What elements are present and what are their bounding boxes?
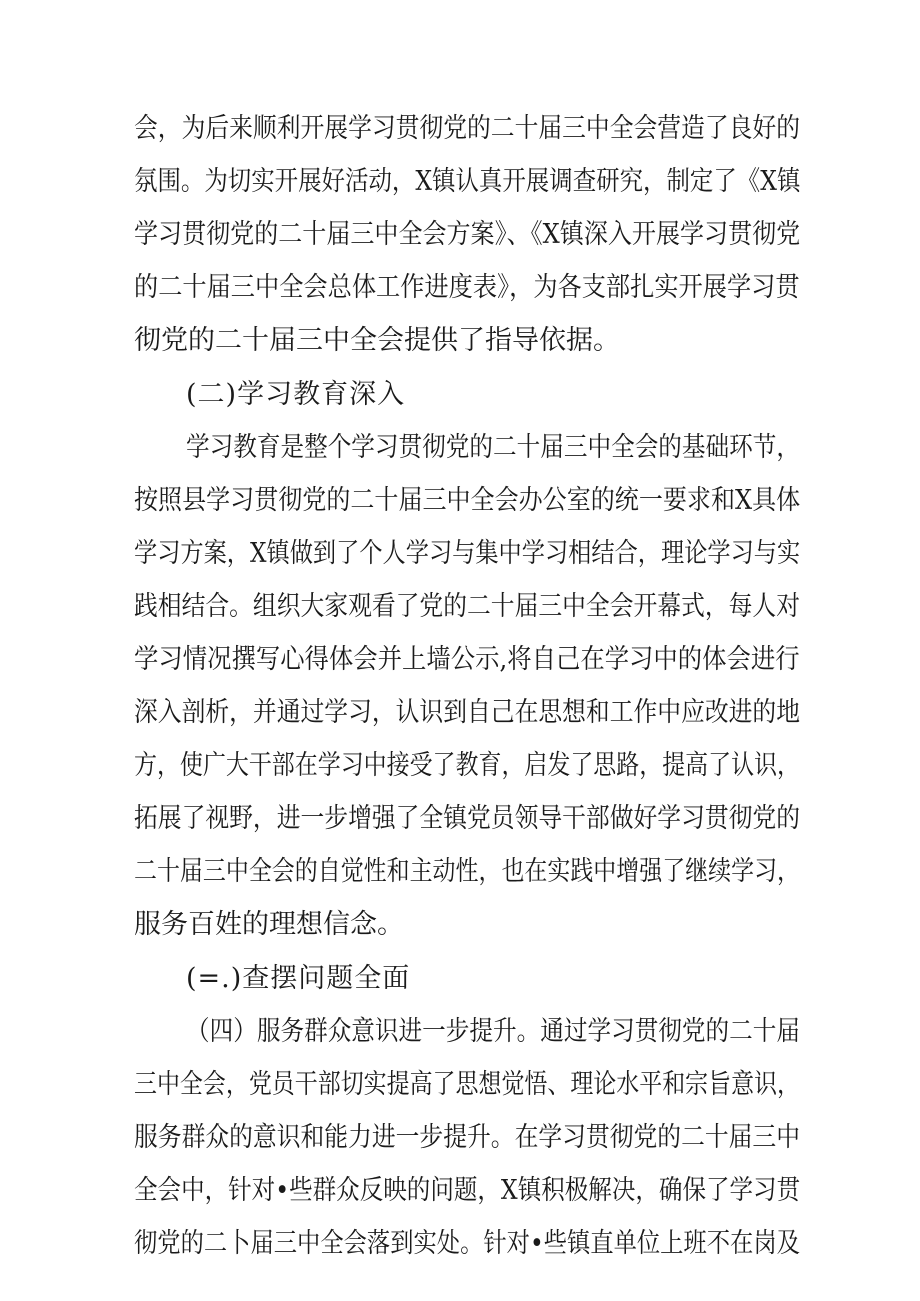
- paragraph-line: 三中全会，党员干部切实提高了思想觉悟、理论水平和宗旨意识，: [134, 1069, 800, 1100]
- paragraph-line: 拓展了视野，进一步增强了全镇党员领导干部做好学习贯彻党的: [134, 803, 800, 834]
- paragraph-line: 氛围。为切实开展好活动，X镇认真开展调查研究，制定了《X镇: [134, 166, 801, 197]
- paragraph-line: 会，为后来顺利开展学习贯彻党的二十届三中全会营造了良好的: [134, 113, 800, 144]
- section-heading: (二)学习教育深入: [186, 379, 406, 410]
- paragraph-line: 学习情况撰写心得体会并上墙公示,将自己在学习中的体会进行: [134, 644, 800, 675]
- paragraph-line: 彻党的二十届三中全会提供了指导依据。: [134, 325, 620, 356]
- paragraph-line: 服务百姓的理想信念。: [134, 909, 404, 940]
- paragraph-line: 二十届三中全会的自觉性和主动性，也在实践中增强了继续学习，: [134, 856, 800, 887]
- section-heading: (=.)查摆问题全面: [186, 963, 411, 994]
- paragraph-line: 学习教育是整个学习贯彻党的二十届三中全会的基础环节，: [186, 432, 800, 463]
- paragraph-line: 方，使广大干部在学习中接受了教育，启发了思路，提高了认识，: [134, 750, 800, 781]
- paragraph-line: 深入剖析，并通过学习，认识到自己在思想和工作中应改进的地: [134, 697, 800, 728]
- paragraph-line: 按照县学习贯彻党的二十届三中全会办公室的统一要求和X具体: [134, 485, 801, 516]
- paragraph-line: （四）服务群众意识进一步提升。通过学习贯彻党的二十届: [186, 1016, 800, 1047]
- paragraph-line: 践相结合。组织大家观看了党的二十届三中全会开幕式，每人对: [134, 591, 800, 622]
- paragraph-line: 全会中，针对•些群众反映的问题，X镇积极解决，确保了学习贯: [134, 1175, 801, 1206]
- paragraph-line: 彻党的二卜届三中全会落到实处。针对•些镇直单位上班不在岗及: [134, 1228, 800, 1259]
- paragraph-line: 学习贯彻党的二十届三中全会方案》、《X镇深入开展学习贯彻党: [134, 219, 801, 250]
- paragraph-line: 的二十届三中全会总体工作进度表》，为各支部扎实开展学习贯: [134, 272, 800, 303]
- paragraph-line: 服务群众的意识和能力进一步提升。在学习贯彻党的二十届三中: [134, 1122, 800, 1153]
- paragraph-line: 学习方案，X镇做到了个人学习与集中学习相结合，理论学习与实: [134, 538, 801, 569]
